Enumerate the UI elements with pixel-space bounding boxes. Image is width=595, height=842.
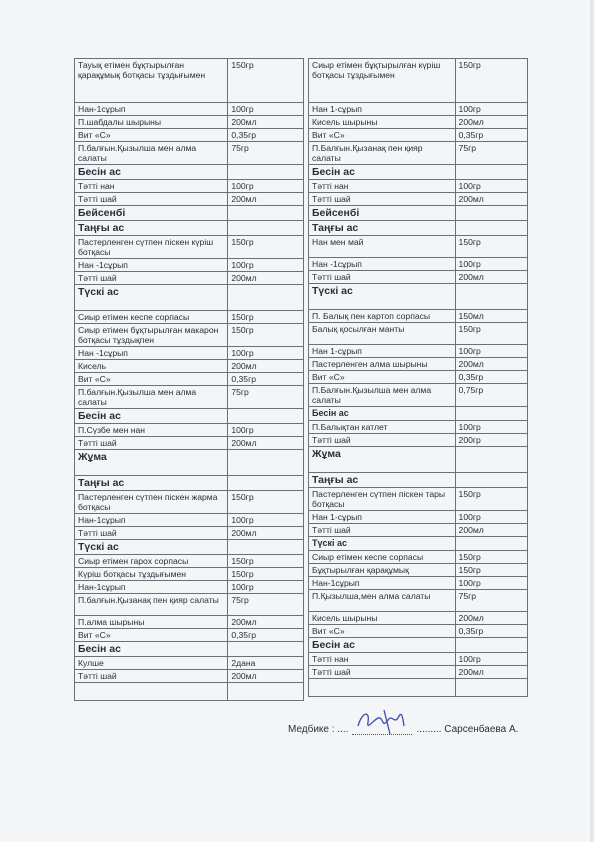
dish-name: Вит «С» — [75, 373, 228, 386]
dish-name: Сиыр етімен бұқтырылған макарон ботқасы тұздықпен — [75, 324, 228, 347]
menu-row — [75, 568, 304, 581]
portion-size: 0,35гр — [455, 129, 527, 142]
menu-row — [75, 683, 304, 701]
dish-name: Сиыр етімен кеспе сорпасы — [75, 311, 228, 324]
menu-row — [75, 236, 304, 259]
menu-row — [75, 347, 304, 360]
portion-size: 200мл — [455, 666, 527, 679]
dish-name: Кулше — [75, 657, 228, 670]
dish-name: Тәтті нан — [75, 180, 228, 193]
dish-name: П.балғын.Қызылша мен алма салаты — [75, 142, 228, 165]
portion-size: 2дана — [228, 657, 304, 670]
dish-name: Сиыр етімен кеспе сорпасы — [309, 551, 456, 564]
section-heading: Түскі ас — [75, 285, 228, 311]
menu-row — [309, 271, 528, 284]
section-heading-row — [75, 540, 304, 555]
dish-name: П.Балғын.Қызанақ пен қияр салаты — [309, 142, 456, 165]
dish-name: Вит «С» — [75, 629, 228, 642]
dish-name: П. Балық пен картоп сорпасы — [309, 310, 456, 323]
dish-name: Нан-1сұрып — [75, 514, 228, 527]
dish-name: Күріш ботқасы тұздығымен — [75, 568, 228, 581]
portion-size — [228, 450, 304, 476]
menu-row — [309, 590, 528, 612]
dish-name: Тәтті шай — [309, 666, 456, 679]
portion-size: 200мл — [455, 358, 527, 371]
section-heading-row — [75, 165, 304, 180]
dish-name: Пастерленген сүтпен піскен күріш ботқасы — [75, 236, 228, 259]
dish-name: Вит «С» — [309, 625, 456, 638]
portion-size: 200мл — [228, 670, 304, 683]
dish-name: Тәтті шай — [309, 271, 456, 284]
menu-row — [309, 323, 528, 345]
portion-size: 200мл — [228, 437, 304, 450]
section-heading-row — [75, 285, 304, 311]
menu-row — [309, 59, 528, 103]
portion-size — [228, 476, 304, 491]
dish-name: Нан-1сұрып — [75, 581, 228, 594]
menu-row — [75, 437, 304, 450]
portion-size: 100гр — [455, 653, 527, 666]
menu-row — [75, 629, 304, 642]
portion-size — [455, 206, 527, 221]
portion-size: 150мл — [455, 310, 527, 323]
portion-size: 100гр — [455, 180, 527, 193]
portion-size: 0,35гр — [228, 629, 304, 642]
menu-row — [75, 581, 304, 594]
dish-name: Тәтті шай — [309, 434, 456, 447]
portion-size: 100гр — [455, 103, 527, 116]
menu-row — [75, 555, 304, 568]
menu-row — [309, 345, 528, 358]
portion-size: 75гр — [228, 594, 304, 616]
portion-size — [455, 679, 527, 697]
portion-size: 100гр — [228, 103, 304, 116]
signature-dots-left: .... — [337, 724, 349, 735]
dish-name: Нан -1сұрып — [75, 259, 228, 272]
menu-row — [309, 564, 528, 577]
portion-size: 100гр — [455, 577, 527, 590]
menu-row — [309, 193, 528, 206]
portion-size — [228, 285, 304, 311]
dish-name: Нан 1-сұрып — [309, 345, 456, 358]
portion-size: 150гр — [228, 59, 304, 103]
dish-name: Тәтті шай — [309, 193, 456, 206]
dish-name: Пастерленген сүтпен піскен тары ботқасы — [309, 488, 456, 511]
portion-size: 75гр — [455, 590, 527, 612]
portion-size — [455, 165, 527, 180]
dish-name: Нан 1-сұрып — [309, 103, 456, 116]
portion-size: 200мл — [455, 193, 527, 206]
section-heading: Бесін ас — [309, 407, 456, 421]
section-heading: Түскі ас — [75, 540, 228, 555]
portion-size: 100гр — [455, 421, 527, 434]
menu-row — [309, 310, 528, 323]
portion-size — [455, 221, 527, 236]
dish-name: Бұқтырылған қарақұмық — [309, 564, 456, 577]
page-edge-shadow — [590, 0, 593, 842]
menu-row — [309, 236, 528, 258]
portion-size — [455, 284, 527, 310]
dish-name: Тауық етімен бұқтырылған қарақұмық ботқасы тұздығымен — [75, 59, 228, 103]
dish-name: Кисель шырыны — [309, 612, 456, 625]
portion-size — [455, 407, 527, 421]
portion-size — [228, 683, 304, 701]
portion-size: 200гр — [455, 434, 527, 447]
dish-name: Нан-1сұрып — [309, 577, 456, 590]
menu-row — [75, 386, 304, 409]
portion-size: 200мл — [455, 612, 527, 625]
portion-size: 150гр — [455, 551, 527, 564]
menu-row — [75, 491, 304, 514]
dish-name: Тәтті нан — [309, 180, 456, 193]
dish-name: Нан-1сұрып — [75, 103, 228, 116]
portion-size: 150гр — [228, 491, 304, 514]
dish-name: Пастерленген алма шырыны — [309, 358, 456, 371]
dish-name: Вит «С» — [75, 129, 228, 142]
menu-row — [75, 514, 304, 527]
portion-size: 100гр — [228, 347, 304, 360]
menu-row — [75, 670, 304, 683]
dish-name: Нан -1сұрып — [75, 347, 228, 360]
section-heading: Бесін ас — [75, 165, 228, 180]
portion-size: 200мл — [228, 527, 304, 540]
dish-name: Тәтті шай — [75, 193, 228, 206]
dish-name: П.балғын.Қызанақ пен қияр салаты — [75, 594, 228, 616]
dish-name: Кисель шырыны — [309, 116, 456, 129]
menu-row — [309, 653, 528, 666]
dish-name: Сиыр етімен гарох сорпасы — [75, 555, 228, 568]
dish-name: П.алма шырыны — [75, 616, 228, 629]
section-heading-row — [309, 284, 528, 310]
portion-size: 0,35гр — [455, 371, 527, 384]
dish-name: Балық қосылған манты — [309, 323, 456, 345]
dish-name: П.шабдалы шырыны — [75, 116, 228, 129]
portion-size: 0,35гр — [228, 373, 304, 386]
portion-size — [228, 642, 304, 657]
menu-row — [309, 679, 528, 697]
dish-name: Пастерленген сүтпен піскен жарма ботқасы — [75, 491, 228, 514]
portion-size: 200мл — [228, 360, 304, 373]
menu-row — [309, 551, 528, 564]
dish-name: Вит «С» — [309, 371, 456, 384]
dish-name: Нан -1сұрып — [309, 258, 456, 271]
dish-name: П.Балықтан катлет — [309, 421, 456, 434]
portion-size — [455, 537, 527, 551]
menu-row — [309, 142, 528, 165]
dish-name: Сиыр етімен бұқтырылған күріш ботқасы тұздығымен — [309, 59, 456, 103]
menu-row — [75, 424, 304, 437]
section-heading-row — [309, 165, 528, 180]
section-heading: Түскі ас — [309, 284, 456, 310]
section-heading: Бесін ас — [75, 642, 228, 657]
dish-name: Тәтті шай — [75, 437, 228, 450]
menu-row — [309, 384, 528, 407]
portion-size: 150гр — [455, 323, 527, 345]
menu-row — [75, 193, 304, 206]
section-heading-row — [309, 638, 528, 653]
menu-row — [309, 103, 528, 116]
section-heading-row — [75, 476, 304, 491]
portion-size: 200мл — [455, 524, 527, 537]
portion-size: 0,75гр — [455, 384, 527, 407]
dish-name: П.балғын.Қызылша мен алма салаты — [75, 386, 228, 409]
signature-line — [288, 720, 528, 735]
dish-name: П.Сүзбе мен нан — [75, 424, 228, 437]
menu-row — [75, 324, 304, 347]
menu-row — [309, 524, 528, 537]
nurse-name: Сарсенбаева А. — [444, 724, 519, 735]
section-heading: Жұма — [75, 450, 228, 476]
dish-name: Тәтті шай — [75, 527, 228, 540]
menu-row — [309, 511, 528, 524]
section-heading: Жұма — [309, 447, 456, 473]
portion-size: 75гр — [455, 142, 527, 165]
portion-size: 150гр — [455, 488, 527, 511]
portion-size: 75гр — [228, 142, 304, 165]
portion-size: 200мл — [228, 616, 304, 629]
portion-size: 150гр — [228, 568, 304, 581]
menu-row — [75, 116, 304, 129]
menu-row — [309, 612, 528, 625]
menu-row — [75, 129, 304, 142]
menu-row — [75, 272, 304, 285]
portion-size — [228, 221, 304, 236]
portion-size — [228, 206, 304, 221]
portion-size — [228, 540, 304, 555]
portion-size: 200мл — [228, 116, 304, 129]
portion-size: 0,35гр — [228, 129, 304, 142]
nurse-label: Медбике : — [288, 724, 335, 735]
dish-name: Нан мен май — [309, 236, 456, 258]
menu-table-left — [74, 58, 304, 701]
portion-size: 200мл — [455, 116, 527, 129]
section-heading: Бесін ас — [309, 638, 456, 653]
signature-dots-right: ......... — [416, 724, 442, 735]
portion-size: 150гр — [228, 324, 304, 347]
portion-size: 75гр — [228, 386, 304, 409]
section-heading: Таңғы ас — [309, 221, 456, 236]
portion-size — [455, 638, 527, 653]
menu-row — [75, 360, 304, 373]
section-heading-row — [75, 450, 304, 476]
menu-row — [75, 311, 304, 324]
menu-row — [309, 258, 528, 271]
menu-row — [309, 371, 528, 384]
portion-size — [228, 409, 304, 424]
menu-row — [309, 116, 528, 129]
menu-row — [75, 527, 304, 540]
section-heading-row — [75, 221, 304, 236]
menu-row — [75, 103, 304, 116]
dish-name: Тәтті шай — [75, 272, 228, 285]
handwritten-signature — [352, 720, 412, 735]
menu-row — [309, 434, 528, 447]
portion-size: 150гр — [228, 311, 304, 324]
menu-table-right — [308, 58, 528, 697]
section-heading: Таңғы ас — [309, 473, 456, 488]
menu-row — [75, 142, 304, 165]
menu-row — [309, 488, 528, 511]
menu-row — [75, 657, 304, 670]
portion-size: 100гр — [455, 258, 527, 271]
dish-name: Нан 1-сұрып — [309, 511, 456, 524]
portion-size: 150гр — [455, 236, 527, 258]
dish-name: Кисель — [75, 360, 228, 373]
portion-size: 100гр — [228, 424, 304, 437]
portion-size: 200мл — [228, 193, 304, 206]
section-heading: Түскі ас — [309, 537, 456, 551]
portion-size — [228, 165, 304, 180]
portion-size: 150гр — [228, 236, 304, 259]
dish-name: Тәтті шай — [309, 524, 456, 537]
portion-size: 100гр — [455, 345, 527, 358]
section-heading-row — [309, 473, 528, 488]
dish-name: Тәтті нан — [309, 653, 456, 666]
section-heading-row — [309, 537, 528, 551]
section-heading-row — [75, 409, 304, 424]
portion-size: 100гр — [228, 514, 304, 527]
dish-name: П.Балғын.Қызылша мен алма салаты — [309, 384, 456, 407]
section-heading-row — [75, 642, 304, 657]
section-heading: Бесін ас — [309, 165, 456, 180]
dish-name: Вит «С» — [309, 129, 456, 142]
menu-row — [309, 625, 528, 638]
portion-size: 200мл — [455, 271, 527, 284]
section-heading-row — [309, 221, 528, 236]
menu-row — [309, 358, 528, 371]
menu-row — [75, 59, 304, 103]
menu-row — [75, 180, 304, 193]
portion-size: 200мл — [228, 272, 304, 285]
section-heading: Бейсенбі — [75, 206, 228, 221]
portion-size — [455, 473, 527, 488]
portion-size: 150гр — [455, 59, 527, 103]
dish-name — [75, 683, 228, 701]
menu-row — [309, 577, 528, 590]
menu-row — [309, 666, 528, 679]
menu-row — [309, 180, 528, 193]
dish-name: Тәтті шай — [75, 670, 228, 683]
portion-size — [455, 447, 527, 473]
portion-size: 0,35гр — [455, 625, 527, 638]
portion-size: 100гр — [455, 511, 527, 524]
menu-row — [75, 373, 304, 386]
portion-size: 100гр — [228, 259, 304, 272]
menu-row — [309, 421, 528, 434]
section-heading-row — [309, 447, 528, 473]
portion-size: 150гр — [228, 555, 304, 568]
menu-row — [75, 259, 304, 272]
dish-name — [309, 679, 456, 697]
section-heading-row — [309, 206, 528, 221]
dish-name: П.Қызылша,мен алма салаты — [309, 590, 456, 612]
section-heading: Таңғы ас — [75, 476, 228, 491]
section-heading: Бейсенбі — [309, 206, 456, 221]
menu-row — [309, 129, 528, 142]
portion-size: 100гр — [228, 180, 304, 193]
portion-size: 100гр — [228, 581, 304, 594]
menu-row — [75, 594, 304, 616]
section-heading: Бесін ас — [75, 409, 228, 424]
section-heading-row — [309, 407, 528, 421]
portion-size: 150гр — [455, 564, 527, 577]
menu-row — [75, 616, 304, 629]
section-heading: Таңғы ас — [75, 221, 228, 236]
section-heading-row — [75, 206, 304, 221]
